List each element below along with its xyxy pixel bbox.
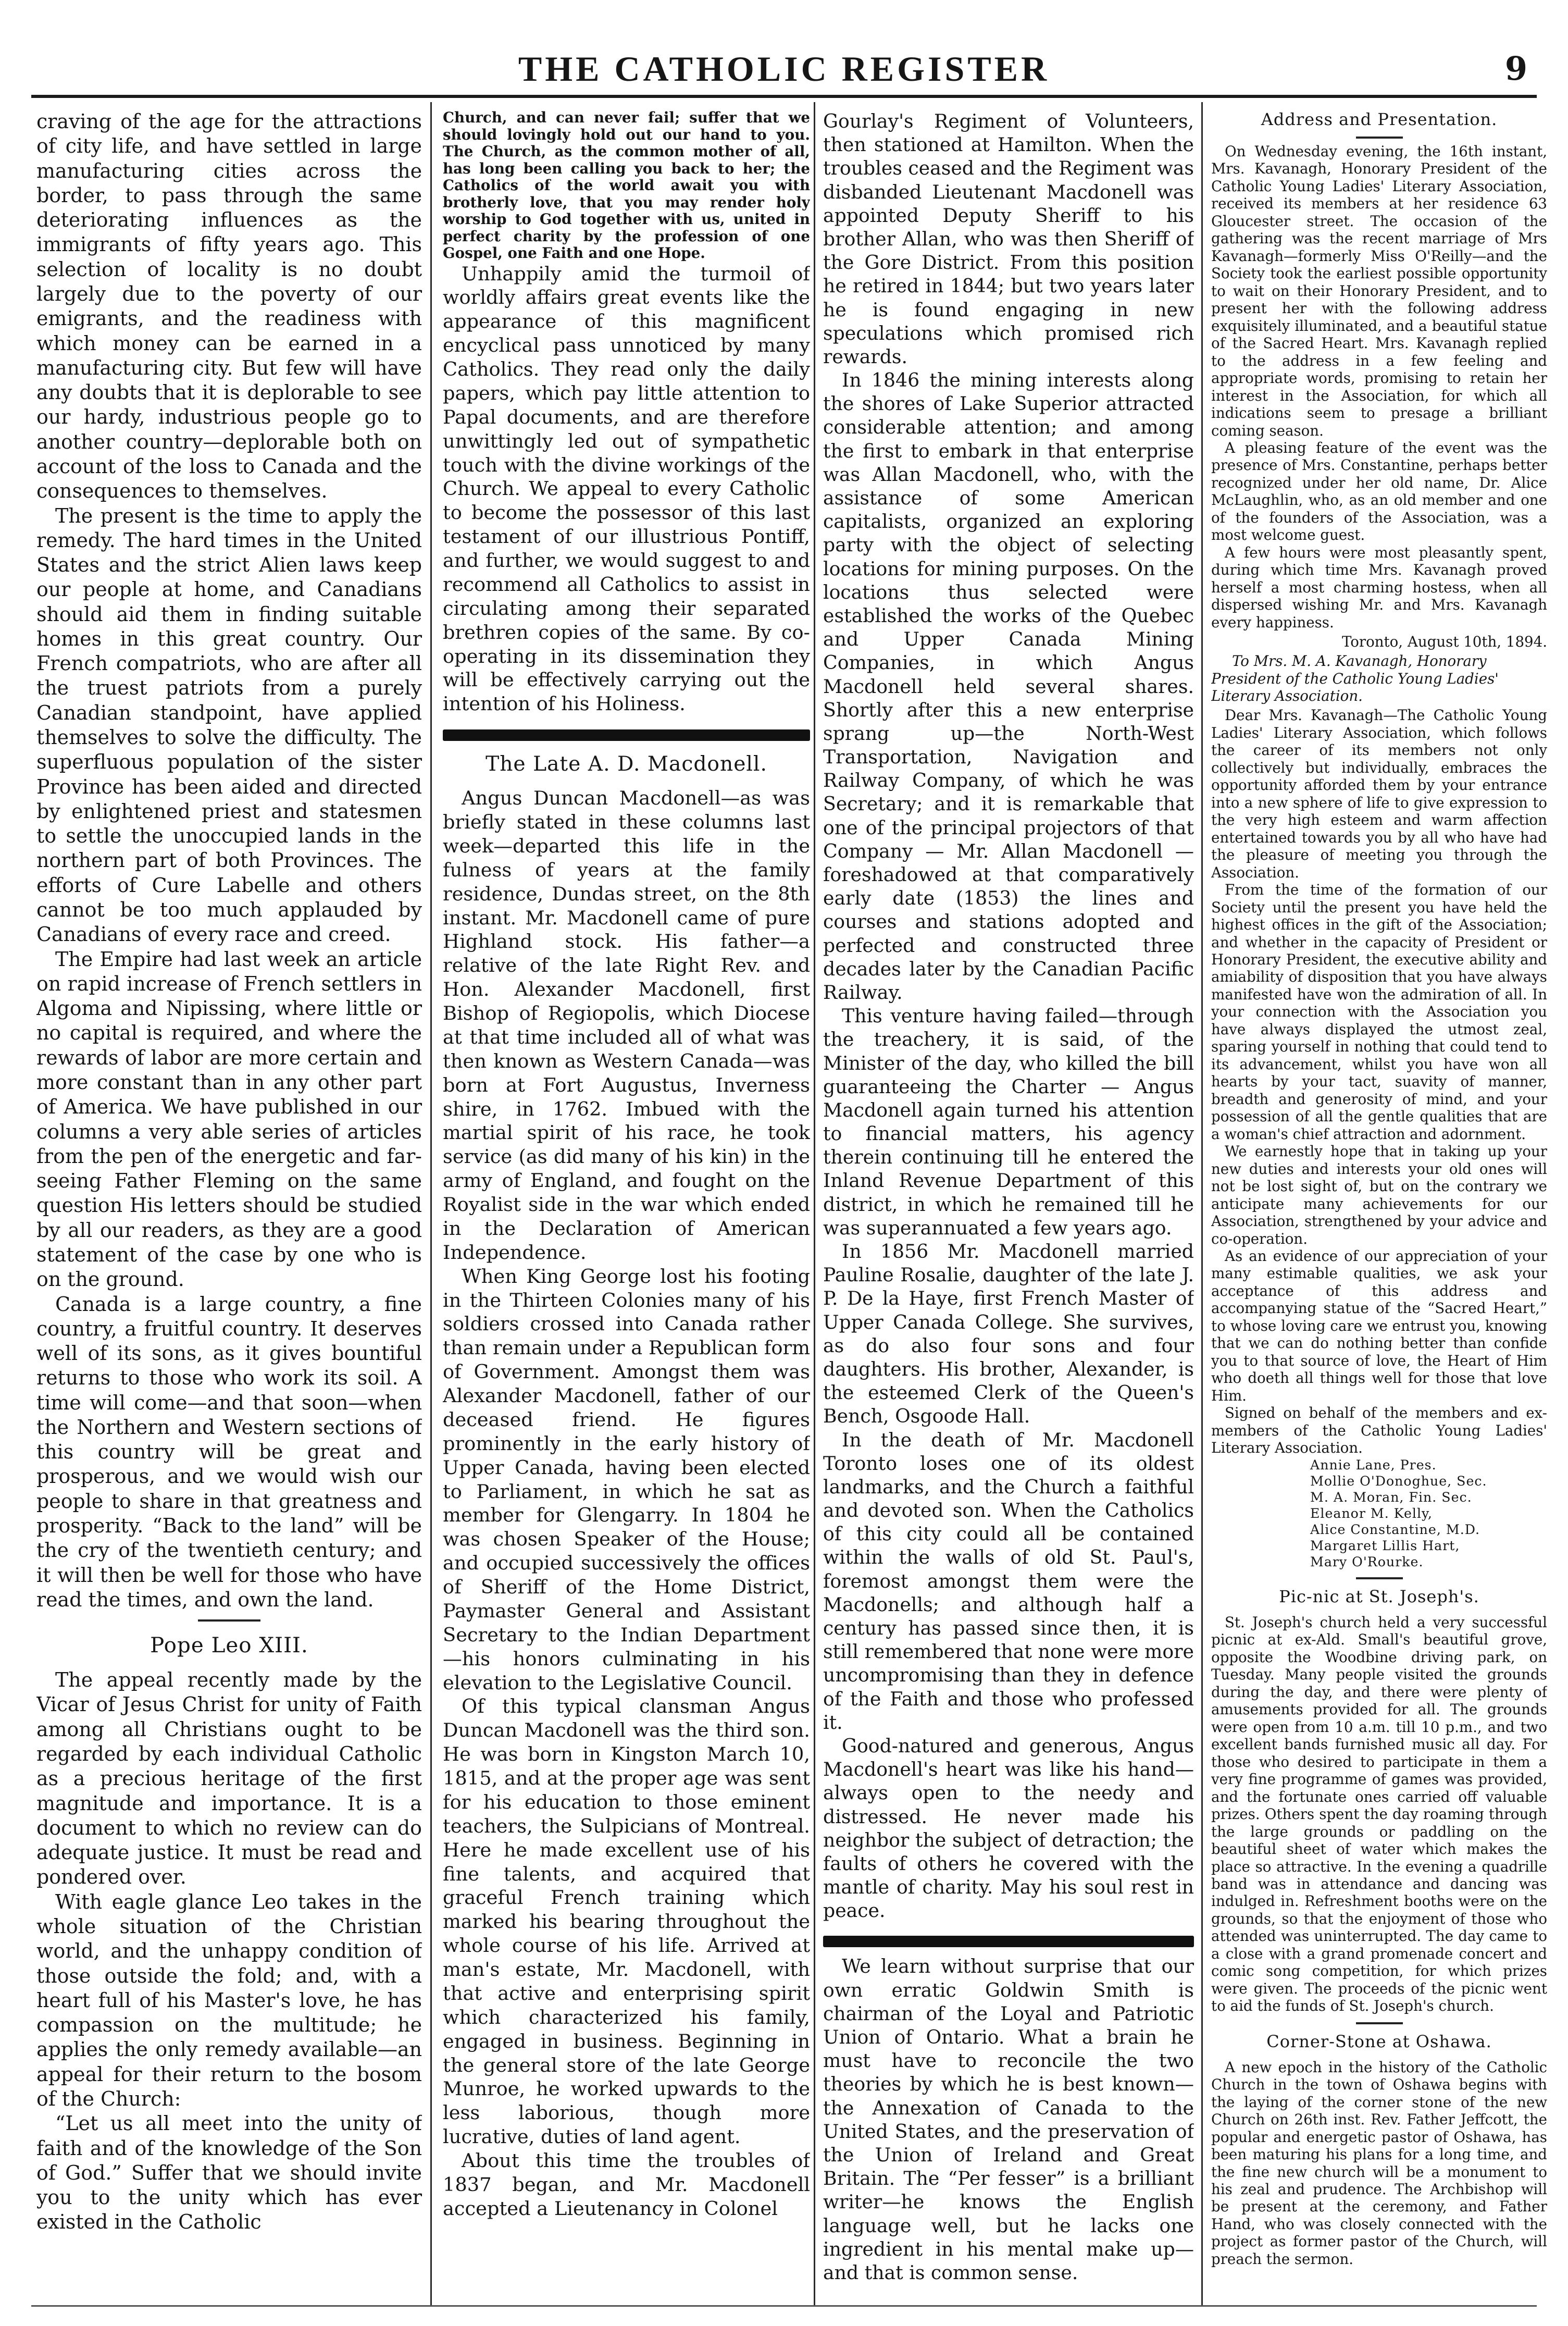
article-paragraph: A new epoch in the history of the Catholic Church in the town of Oshawa begins with the laying of the corner stone of the new Church on 26th inst. Rev. Father Jeffcott, the popular and energetic pastor of Oshawa, has been maturing his plans for a long time, and the fine new church will be a monument to his zeal and prudence. The Archbishop will be present at the ceremony, and Father Hand, who was closely connected with the project as former pastor of the Church, will preach the sermon. — [1211, 2058, 1547, 2268]
article-paragraph: About this time the troubles of 1837 began, and Mr. Macdonell accepted a Lieutenancy in Colonel — [443, 2149, 810, 2220]
article-paragraph: craving of the age for the attractions of city life, and have settled in large manufacturing cities across the border, to pass through the same deteriorating influences as the immigrants of fifty years ago. This selection of locality is no doubt largely due to the poverty of our emigrants, and the readiness with which money can be earned in a manufacturing city. But few will have any doubts that it is deplorable to see our hardy, industrious people go to another country—deplorable both on account of the loss to Canada and the consequences to themselves. — [36, 110, 422, 503]
section-divider — [1356, 2022, 1403, 2024]
headline-macdonell: The Late A. D. Macdonell. — [486, 752, 767, 776]
headline-picnic: Pic-nic at St. Joseph's. — [1279, 1586, 1479, 1606]
page-number: 9 — [1504, 50, 1527, 88]
encyclical-quote-continued: Church, and can never fail; suffer that we should lovingly hold out our hand to you. The Church, as the common mother of all, has long been calling you back to her; the Catholics of the world await you with brotherly love, that you may render holy worship to God together with us, united in perfect charity by the profession of one Gospel, one Faith and one Hope. — [443, 109, 810, 262]
signatory: Annie Lane, Pres. — [1310, 1457, 1437, 1473]
article-paragraph: In the death of Mr. Macdonell Toronto loses one of its oldest landmarks, and the Church a faithful and devoted son. When the Catholics of this city could all be contained within the walls of old St. Paul's, foremost amongst them were the Macdonells; and although half a century has passed since then, it is still remembered that none were more uncompromising than they in defence of the Faith and those who professed it. — [823, 1428, 1194, 1734]
section-divider — [198, 1619, 260, 1622]
article-paragraph: Canada is a large country, a fine country, a fruitful country. It deserves well of its sons, as it gives bountiful returns to those who work its soil. A time will come—and that soon—when the Northern and Western sections of this country will be great and prosperous, and we would wish our people to share in that greatness and prosperity. “Back to the land” will be the cry of the twentieth century; and it will then be well for those who have read the times, and own the land. — [36, 1292, 422, 1611]
article-paragraph: A few hours were most pleasantly spent, during which time Mrs. Kavanagh proved herself a most charming hostess, when all dispersed wishing Mr. and Mrs. Kavanagh every happiness. — [1211, 543, 1547, 631]
column-3 — [823, 109, 1194, 2298]
article-paragraph: Good-natured and generous, Angus Macdonell's heart was like his hand—always open to the needy and distressed. He never made his neighbor the subject of detraction; the faults of others he covered with the mantle of charity. May his soul rest in peace. — [823, 1734, 1194, 1922]
headline-address: Address and Presentation. — [1261, 109, 1498, 129]
section-divider-bar — [823, 1936, 1194, 1947]
letter-paragraph: From the time of the formation of our Society until the present you have held the highest offices in the gift of the Association; and whether in the capacity of President or Honorary President, the executive ability and amiability of disposition that you have always manifested have won the admiration of all. In your connection with the Association you have always displayed the utmost zeal, sparing yourself in nothing that could tend to its advancement, whilst you have won all hearts by your tact, suavity of manner, breadth and generosity of mind, and your possession of all the gentle qualities that are a woman's chief attraction and adornment. — [1211, 881, 1547, 1143]
article-paragraph: Gourlay's Regiment of Volunteers, then stationed at Hamilton. When the troubles ceased and the Regiment was disbanded Lieutenant Macdonell was appointed Deputy Sheriff to his brother Allan, who was then Sheriff of the Gore District. From this position he retired in 1844; but two years later he is found engaging in new speculations which promised rich rewards. — [823, 110, 1194, 368]
article-paragraph: The Empire had last week an article on rapid increase of French settlers in Algoma and Nipissing, where little or no capital is required, and where the rewards of labor are more certain and more constant than in any other part of America. We have published in our columns a very able series of articles from the pen of the energetic and far-seeing Father Fleming on the same question His letters should be studied by all our readers, as they are a good statement of the case by one who is on the ground. — [36, 947, 422, 1291]
column-rule — [814, 102, 815, 2306]
signatory: Alice Constantine, M.D. — [1310, 1521, 1480, 1537]
encyclical-quote: “Let us all meet into the unity of faith and of the knowledge of the Son of God.” Suffer that we should invite you to the unity which has ever existed in the Catholic — [36, 2112, 422, 2234]
headline-oshawa: Corner-Stone at Oshawa. — [1266, 2031, 1492, 2051]
column-rule — [1201, 102, 1203, 2306]
letter-paragraph: Dear Mrs. Kavanagh—The Catholic Young Ladies' Literary Association, which follows the career of its members not only collectively but individually, embraces the opportunity afforded them by your entrance into a new sphere of life to give expression to the very high esteem and warm affection entertained towards you by all who have had the pleasure of meeting you through the Association. — [1211, 707, 1547, 881]
signatory: Mary O'Rourke. — [1310, 1554, 1424, 1569]
column-4 — [1211, 109, 1547, 2298]
article-paragraph: When King George lost his footing in the Thirteen Colonies many of his soldiers crossed into Canada rather than remain under a Republican form of Government. Amongst them was Alexander Macdonell, father of our deceased friend. He figures prominently in the early history of Upper Canada, having been elected to Parliament, in which he sat as member for Glengarry. In 1804 he was chosen Speaker of the House; and occupied successively the offices of Sheriff of the Home District, Paymaster General and Assistant Secretary to the Indian Department—his honors culminating in his elevation to the Legislative Council. — [443, 1265, 810, 1694]
headline-pope-leo: Pope Leo XIII. — [150, 1633, 308, 1658]
signatory: Eleanor M. Kelly, — [1310, 1505, 1433, 1521]
letter-paragraph: Signed on behalf of the members and ex-members of the Catholic Young Ladies' Literary Association. — [1211, 1404, 1547, 1457]
article-paragraph: With eagle glance Leo takes in the whole situation of the Christian world, and the unhappy condition of those outside the fold; and, with a heart full of his Master's love, he has compassion on the multitude; he applies the only remedy available—an appeal for their return to the bosom of the Church: — [36, 1890, 422, 2110]
addressee: To Mrs. M. A. Kavanagh, Honorary President of the Catholic Young Ladies' Literary Association. — [1211, 652, 1499, 704]
signatory: Mollie O'Donoghue, Sec. — [1310, 1473, 1487, 1489]
column-2 — [443, 109, 810, 2298]
signature-list — [1211, 1457, 1547, 1570]
signatory: Margaret Lillis Hart, — [1310, 1538, 1460, 1553]
article-paragraph: The appeal recently made by the Vicar of Jesus Christ for unity of Faith among all Christians ought to be regarded by each individual Catholic as a precious heritage of the first magnitude and importance. It is a document to which no review can do adequate justice. It must be read and pondered over. — [36, 1668, 422, 1889]
article-paragraph: St. Joseph's church held a very successful picnic at ex-Ald. Small's beautiful grove, opposite the Woodbine driving park, on Tuesday. Many people visited the grounds during the day, and there were plenty of amusements provided for all. The grounds were open from 10 a.m. till 10 p.m., and two excellent bands furnished music all day. For those who desired to participate in them a very fine programme of games was provided, and the fortunate ones carried off valuable prizes. Others spent the day roaming through the large grounds or paddling on the beautiful sheet of water which makes the place so attractive. In the evening a quadrille band was in attendance and dancing was indulged in. Refreshment booths were on the grounds, so that the enjoyment of those who attended was uninterrupted. The day came to a close with a grand promenade concert and comic song competition, for which prizes were given. The proceeds of the picnic went to aid the funds of St. Joseph's church. — [1211, 1613, 1547, 2015]
article-paragraph: On Wednesday evening, the 16th instant, Mrs. Kavanagh, Honorary President of the Catholic Young Ladies' Literary Association, received its members at her residence 63 Gloucester street. The occasion of the gathering was the recent marriage of Mrs Kavanagh—formerly Miss O'Reilly—and the Society took the earliest possible opportunity to wait on their Honorary President, and to present her with the following address exquisitely illuminated, and a beautiful statue of the Sacred Heart. Mrs. Kavanagh replied to the address in a few feeling and appropriate words, promising to retain her interest in the Association, for which all indications seem to presage a brilliant coming season. — [1211, 143, 1547, 439]
article-paragraph: In 1856 Mr. Macdonell married Pauline Rosalie, daughter of the late J. P. De la Haye, first French Master of Upper Canada College. She survives, as do also four sons and four daughters. His brother, Alexander, is the esteemed Clerk of the Queen's Bench, Osgoode Hall. — [823, 1240, 1194, 1428]
newspaper-title: THE CATHOLIC REGISTER — [518, 49, 1050, 89]
dateline: Toronto, August 10th, 1894. — [1341, 633, 1547, 651]
letter-paragraph: We earnestly hope that in taking up your new duties and interests your old ones will not be lost sight of, but on the contrary we anticipate many achievements for our Association, strengthened by your advice and co-operation. — [1211, 1143, 1547, 1247]
article-paragraph: Of this typical clansman Angus Duncan Macdonell was the third son. He was born in Kingston March 10, 1815, and at the proper age was sent for his education to those eminent teachers, the Sulpicians of Montreal. Here he made excellent use of his fine talents, and acquired that graceful French training which marked his bearing throughout the whole course of his life. Arrived at man's estate, Mr. Macdonell, with that active and enterprising spirit which characterized his family, engaged in business. Beginning in the general store of the late George Munroe, he worked upwards to the less laborious, though more lucrative, duties of land agent. — [443, 1695, 810, 2148]
section-divider-bar — [443, 729, 810, 741]
article-paragraph: Angus Duncan Macdonell—as was briefly stated in these columns last week—departed this life in the fulness of years at the family residence, Dundas street, on the 8th instant. Mr. Macdonell came of pure Highland stock. His father—a relative of the late Right Rev. and Hon. Alexander Macdonell, first Bishop of Regiopolis, which Diocese at that time included all of what was then known as Western Canada—was born at Fort Augustus, Inverness shire, in 1762. Imbued with the martial spirit of his race, he took service (as did many of his kin) in the army of England, and fought on the Royalist side in the war which ended in the Declaration of American Independence. — [443, 787, 810, 1264]
article-paragraph: We learn without surprise that our own erratic Goldwin Smith is chairman of the Loyal and Patriotic Union of Ontario. What a brain he must have to reconcile the two theories by which he is best known—the Annexation of Canada to the United States, and the preservation of the Union of Ireland and Great Britain. The “Per fesser” is a brilliant writer—he knows the English language well, but he lacks one ingredient in his mental make up—and that is common sense. — [823, 1955, 1194, 2284]
section-divider — [1356, 1577, 1403, 1579]
column-rule — [430, 102, 432, 2306]
masthead-rule — [31, 95, 1537, 98]
signatory: M. A. Moran, Fin. Sec. — [1310, 1489, 1472, 1505]
article-paragraph: Unhappily amid the turmoil of worldly affairs great events like the appearance of this magnificent encyclical pass unnoticed by many Catholics. They read only the daily papers, which pay little attention to Papal documents, and are therefore unwittingly led out of sympathetic touch with the divine workings of the Church. We appeal to every Catholic to become the possessor of this last testament of our illustrious Pontiff, and further, we would suggest to and recommend all Catholics to assist in circulating among their separated brethren copies of the same. By co-operating in its dissemination they will be effectively carrying out the intention of his Holiness. — [443, 262, 810, 715]
article-paragraph: A pleasing feature of the event was the presence of Mrs. Constantine, perhaps better recognized under her old name, Dr. Alice McLaughlin, who, as an old member and one of the founders of the Association, was a most welcome guest. — [1211, 439, 1547, 544]
letter-paragraph: As an evidence of our appreciation of your many estimable qualities, we ask your acceptance of this address and accompanying statue of the “Sacred Heart,” to whose loving care we entrust you, knowing that we can do nothing better than confide you to that source of love, the Heart of Him who doeth all things well for those that love Him. — [1211, 1247, 1547, 1404]
column-1 — [36, 109, 422, 2298]
bottom-rule — [31, 2305, 1537, 2307]
article-paragraph: In 1846 the mining interests along the shores of Lake Superior attracted considerable attention; and among the first to embark in that enterprise was Allan Macdonell, who, with the assistance of some American capitalists, organized an exploring party with the object of selecting locations for mining purposes. On the locations thus selected were established the works of the Quebec and Upper Canada Mining Companies, in which Angus Macdonell held several shares. Shortly after this a new enterprise sprang up—the North-West Transportation, Navigation and Railway Company, of which he was Secretary; and it is remarkable that one of the principal projectors of that Company — Mr. Allan Macdonell — foreshadowed at that comparatively early date (1853) the lines and courses and stations adopted and perfected and constructed three decades later by the Canadian Pacific Railway. — [823, 369, 1194, 1004]
section-divider — [1356, 137, 1403, 139]
masthead — [31, 48, 1537, 95]
article-paragraph: This venture having failed—through the treachery, it is said, of the Minister of the day, who killed the bill guaranteeing the Charter — Angus Macdonell again turned his attention to financial matters, his agency therein continuing till he entered the Inland Revenue Department of this district, in which he remained till he was superannuated a few years ago. — [823, 1005, 1194, 1239]
article-paragraph: The present is the time to apply the remedy. The hard times in the United States and the strict Alien laws keep our people at home, and Canadians should aid them in finding suitable homes in this great country. Our French compatriots, who are after all the truest patriots from a purely Canadian standpoint, have applied themselves to solve the difficulty. The superfluous population of the sister Province has been aided and directed by enlightened priest and statesmen to settle the unoccupied lands in the northern part of both Provinces. The efforts of Cure Labelle and others cannot be too much applauded by Canadians of every race and creed. — [36, 504, 422, 946]
